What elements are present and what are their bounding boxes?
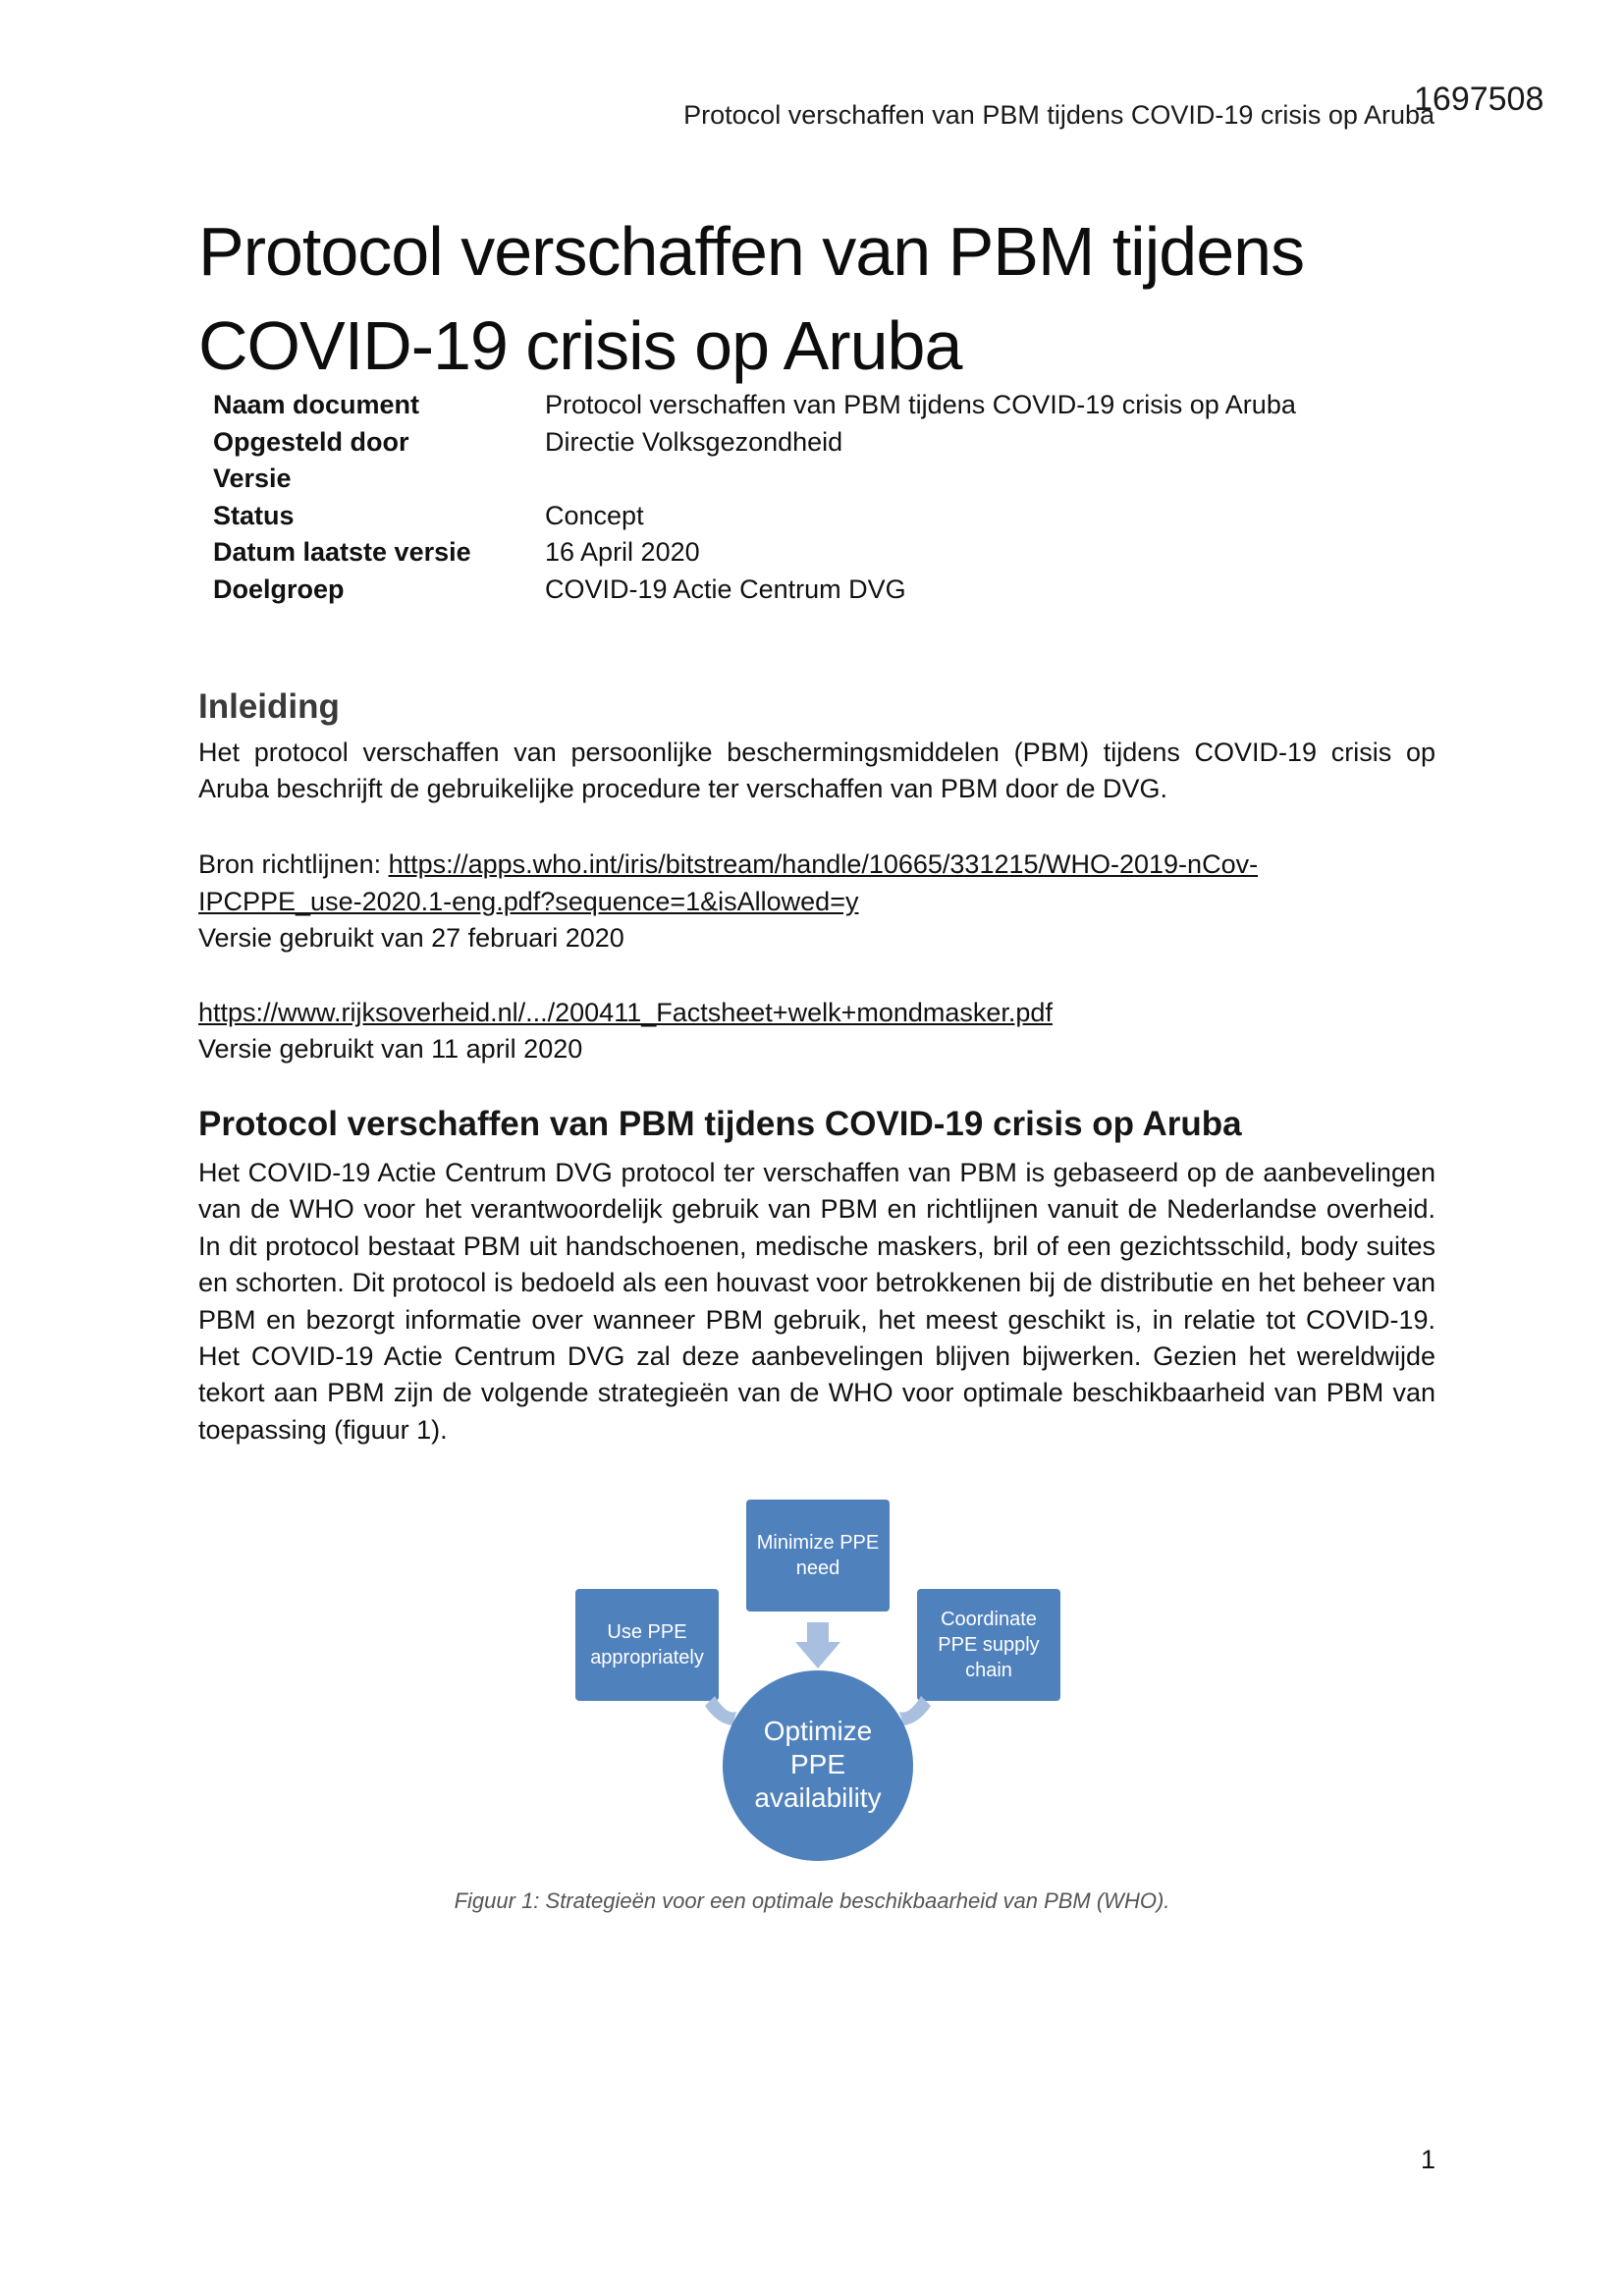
metadata-row [213, 498, 1296, 535]
use-ppe-text-1: Use PPE [607, 1621, 687, 1643]
second-source-version: Versie gebruikt van 11 april 2020 [198, 1034, 583, 1064]
metadata-key: Versie [213, 464, 292, 493]
metadata-row [213, 387, 1296, 424]
intro-heading: Inleiding [198, 687, 340, 726]
metadata-value: COVID-19 Actie Centrum DVG [545, 574, 906, 604]
metadata-value: Concept [545, 500, 644, 530]
metadata-key: Datum laatste versie [213, 537, 471, 567]
minimize-ppe-box [746, 1500, 890, 1612]
source-version: Versie gebruikt van 27 februari 2020 [198, 923, 624, 953]
optimize-text-3: availability [754, 1782, 882, 1813]
use-ppe-text-2: appropriately [590, 1647, 704, 1668]
metadata-row [213, 572, 1296, 609]
metadata-row [213, 424, 1296, 462]
who-guideline-link[interactable]: https://apps.who.int/iris/bitstream/handle/10665/331215/WHO-2019-nCov- [388, 849, 1259, 879]
metadata-row [213, 534, 1296, 572]
protocol-heading: Protocol verschaffen van PBM tijdens COVID-19 crisis op Aruba [198, 1105, 1242, 1143]
optimize-text-1: Optimize [763, 1716, 873, 1746]
metadata-row [213, 461, 1296, 498]
coordinate-ppe-text-3: chain [965, 1660, 1012, 1681]
metadata-value [545, 461, 1296, 498]
page-number: 1 [1421, 2145, 1436, 2174]
metadata-key: Opgesteld door [213, 426, 409, 457]
metadata-table [213, 387, 1296, 608]
coordinate-ppe-text-2: PPE supply [938, 1634, 1040, 1656]
intro-paragraph: Het protocol verschaffen van persoonlijke beschermingsmiddelen (PBM) tijdens COVID-19 crisis op Aruba beschrijft de gebruikelijke procedure ter verschaffen van PBM door de DVG. [198, 738, 1435, 804]
document-id: 1697508 [1414, 81, 1544, 118]
protocol-paragraph: Het COVID-19 Actie Centrum DVG protocol ter verschaffen van PBM is gebaseerd op de aanbevelingen van de WHO voor het verantwoordelijk gebruik van PBM en richtlijnen vanuit de Nederlandse overheid. In dit protocol bestaat PBM uit handschoenen, medische maskers, bril of een gezichtsschild, body suites en schorten. Dit protocol is bedoeld als een houvast voor betrokkenen bij de distributie en het beheer van PBM en bezorgt informatie over wanneer PBM gebruik, het meest geschikt is, in relatie tot COVID-19. Het COVID-19 Actie Centrum DVG zal deze aanbevelingen blijven bijwerken. Gezien het wereldwijde tekort aan PBM zijn de volgende strategieën van de WHO voor optimale beschikbaarheid van PBM van toepassing (figuur 1). [198, 1158, 1435, 1445]
running-header: Protocol verschaffen van PBM tijdens COVID-19 crisis op Aruba [683, 100, 1435, 130]
metadata-key: Status [213, 500, 295, 530]
metadata-value: Directie Volksgezondheid [545, 426, 843, 457]
metadata-value: Protocol verschaffen van PBM tijdens COVID-19 crisis op Aruba [545, 390, 1296, 419]
metadata-value: 16 April 2020 [545, 537, 700, 567]
who-guideline-link-continued[interactable]: IPCPPE_use-2020.1-eng.pdf?sequence=1&isAllowed=y [198, 887, 859, 916]
metadata-key: Naam document [213, 390, 420, 419]
optimize-text-2: PPE [789, 1749, 846, 1779]
document-title [198, 204, 1435, 393]
title-line-2: COVID-19 crisis op Aruba [198, 307, 962, 384]
minimize-ppe-text-2: need [795, 1558, 840, 1579]
source-line [198, 847, 1258, 883]
source-label: Bron richtlijnen: [198, 849, 389, 879]
second-source-line [198, 995, 1053, 1031]
coordinate-ppe-text-1: Coordinate [941, 1609, 1037, 1630]
ppe-strategy-diagram [569, 1498, 1060, 1861]
metadata-key: Doelgroep [213, 574, 345, 604]
use-ppe-box [575, 1589, 719, 1701]
figure-caption: Figuur 1: Strategieën voor een optimale beschikbaarheid van PBM (WHO). [454, 1888, 1170, 1913]
down-arrow-icon [795, 1622, 840, 1668]
rijksoverheid-link[interactable]: https://www.rijksoverheid.nl/.../200411_Factsheet+welk+mondmasker.pdf [198, 998, 1053, 1027]
title-line-1: Protocol verschaffen van PBM tijdens [198, 213, 1305, 290]
minimize-ppe-text-1: Minimize PPE [756, 1532, 880, 1554]
source-link-continued [198, 884, 858, 920]
